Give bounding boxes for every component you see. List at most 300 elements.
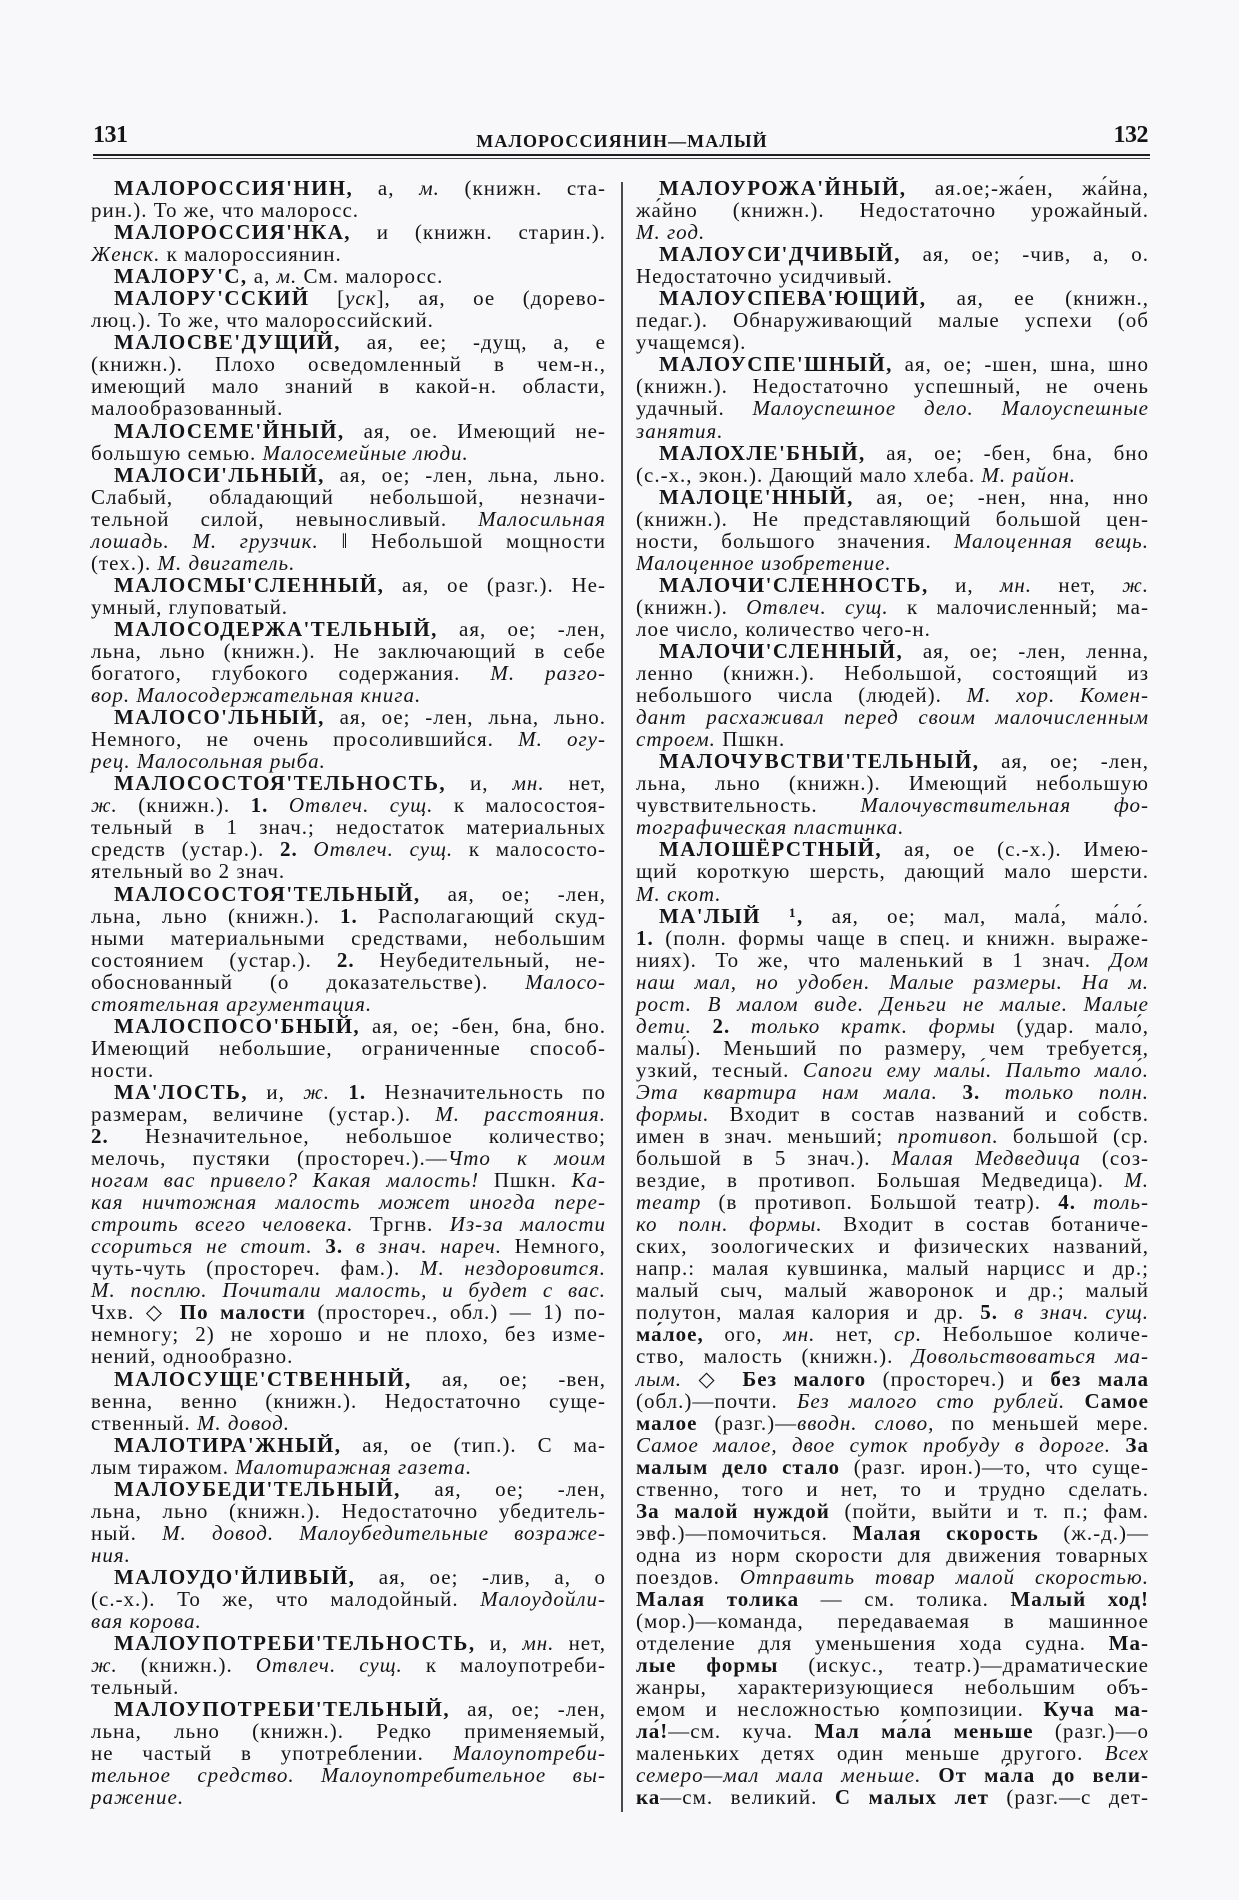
entry-line bbox=[91, 1279, 606, 1301]
entry-line bbox=[636, 221, 1149, 243]
entry-line: МАЛОРУ'ССКИЙ [уск], ая, ое (дорево- bbox=[114, 286, 606, 311]
bold-phrase: малым дело стало bbox=[636, 1454, 840, 1479]
entry-line: дети. 2. только кратк. формы (удар. мало́, bbox=[636, 1013, 1149, 1038]
entry-line: ленно (книжн.). Небольшой, состоящий из bbox=[636, 661, 1149, 686]
entry-line: большую семью. Малосемейные люди. bbox=[91, 440, 469, 465]
dictionary-entry bbox=[91, 1566, 606, 1632]
dictionary-entry bbox=[91, 1698, 606, 1808]
entry-line: МАЛОЧУВСТВИ'ТЕЛЬНЫЙ, ая, ое; -лен, bbox=[659, 749, 1149, 774]
italic-text: вая корова. bbox=[91, 1609, 202, 1634]
bold-phrase: 2. bbox=[91, 1124, 109, 1149]
italic-text: Отвлеч. сущ. bbox=[746, 594, 889, 619]
italic-text: М. год. bbox=[636, 220, 706, 245]
bold-phrase: 2. bbox=[336, 947, 355, 972]
page-number-right: 132 bbox=[1113, 122, 1148, 148]
italic-text: кая ничтожная малость может иногда пере- bbox=[91, 1190, 606, 1215]
entry-headword: МАЛОСОСТОЯ'ТЕЛЬНЫЙ, bbox=[114, 881, 421, 906]
header-rule-thick bbox=[93, 154, 1150, 156]
entry-line: строем. Пшкн. bbox=[636, 727, 786, 752]
dictionary-entry bbox=[91, 1434, 606, 1478]
italic-text: только полн. bbox=[1004, 1079, 1150, 1104]
entry-line: чувствительность. Малочувствительная фо- bbox=[636, 793, 1149, 818]
entry-line: немногу; 2) не хорошо и не плохо, без изме- bbox=[91, 1322, 606, 1347]
entry-headword: МАЛОЧИ'СЛЕННОСТЬ, bbox=[659, 572, 929, 597]
italic-text: лым. bbox=[636, 1366, 683, 1391]
entry-headword: МАЛОРОССИЯ'НКА, bbox=[114, 220, 351, 245]
entry-line: большой в 5 знач.). Малая Медведица (соз- bbox=[636, 1146, 1150, 1171]
italic-text: толь- bbox=[1093, 1190, 1149, 1215]
entry-headword: МАЛОЧИ'СЛЕННЫЙ, bbox=[659, 638, 904, 663]
entry-line: малы́). Меньший по размеру, чем требуется, bbox=[636, 1035, 1149, 1060]
entry-line: (с.-х., экон.). Дающий мало хлеба. М. район. bbox=[636, 462, 1077, 487]
entry-headword: МАЛОСИ'ЛЬНЫЙ, bbox=[114, 462, 325, 487]
entry-headword: МАЛОСМЫ'СЛЕННЫЙ, bbox=[114, 572, 385, 597]
italic-text: ражение. bbox=[91, 1785, 185, 1810]
italic-text: Малоупотреби- bbox=[452, 1741, 606, 1766]
entry-line: ссориться не стоит. 3. в знач. нареч. Немного, bbox=[91, 1234, 607, 1259]
italic-text: Малоценная вещь. bbox=[953, 528, 1149, 553]
italic-text: в знач. сущ. bbox=[1014, 1300, 1149, 1325]
entry-headword: МАЛОСОДЕРЖА'ТЕЛЬНЫЙ, bbox=[114, 616, 438, 641]
entry-line: льна, льно (книжн.). Имеющий небольшую bbox=[636, 771, 1149, 796]
entry-headword: МА'ЛОСТЬ, bbox=[114, 1079, 248, 1104]
italic-text: мн. bbox=[999, 572, 1033, 597]
italic-text: ж. bbox=[91, 1653, 118, 1678]
italic-text: ж. bbox=[1122, 572, 1149, 597]
entry-line: Немного, не очень просолившийся. М. огу- bbox=[91, 727, 606, 752]
entry-line: ма́лое, ого, мн. нет, ср. Небольшое количе- bbox=[636, 1322, 1149, 1347]
entry-line bbox=[636, 993, 1149, 1015]
entry-headword: МАЛОУДО'ЙЛИВЫЙ, bbox=[114, 1564, 356, 1589]
entry-line: ятельный во 2 знач. bbox=[91, 859, 286, 884]
italic-text: Малосильная bbox=[478, 506, 606, 531]
entry-headword: МАЛОЦЕ'ННЫЙ, bbox=[659, 484, 854, 509]
entry-line: МАЛОЧИ'СЛЕННЫЙ, ая, ое; -лен, ленна, bbox=[659, 638, 1149, 663]
entry-line: (обл.)—почти. Без малого сто рублей. Самое bbox=[636, 1388, 1149, 1413]
dictionary-entry bbox=[91, 618, 606, 706]
bold-phrase: Малая скорость bbox=[852, 1520, 1039, 1545]
entry-line: ный. М. довод. Малоубедительные возраже- bbox=[91, 1520, 606, 1545]
italic-text: М. посплю. Почитали малость, и будет с вас. bbox=[91, 1278, 606, 1303]
entry-line: ственно, того и нет, то и трудно сделать. bbox=[636, 1476, 1149, 1501]
bold-phrase: Самое bbox=[1084, 1388, 1149, 1413]
italic-text: ногам вас привело? Какая малость! bbox=[91, 1168, 480, 1193]
entry-line: небольшого числа (людей). М. хор. Комен- bbox=[636, 683, 1149, 708]
entry-line: ка—см. великий. С малых лет (разг.—с дет- bbox=[636, 1785, 1149, 1810]
entry-line: 2. Незначительное, небольшое количество; bbox=[91, 1124, 606, 1149]
entry-headword: МАЛОУПОТРЕБИ'ТЕЛЬНЫЙ, bbox=[114, 1697, 450, 1722]
italic-text: противоп. bbox=[897, 1124, 999, 1149]
bold-phrase: Малая толика bbox=[636, 1587, 800, 1611]
italic-text: дант расхаживал перед своим малочисленным bbox=[636, 705, 1149, 730]
entry-headword: МАЛОУСИ'ДЧИВЫЙ, bbox=[659, 242, 901, 267]
entry-line: Имеющий небольшие, ограниченные способ- bbox=[91, 1035, 606, 1060]
italic-text: Отправить товар малой скоростью. bbox=[739, 1564, 1149, 1589]
italic-text: м. bbox=[276, 264, 298, 289]
entry-line: обоснованный (о доказательстве). Малосо- bbox=[91, 969, 606, 994]
entry-line: МАЛОЧИ'СЛЕННОСТЬ, и, мн. нет, ж. bbox=[659, 572, 1149, 597]
bold-phrase: 3. bbox=[962, 1079, 981, 1104]
italic-text: Всех bbox=[1104, 1741, 1149, 1766]
entry-headword: МАЛОТИРА'ЖНЫЙ, bbox=[114, 1432, 342, 1457]
italic-text: Дом bbox=[1109, 947, 1149, 972]
dictionary-entry bbox=[636, 486, 1149, 574]
italic-text: М. нездоровится. bbox=[419, 1256, 607, 1281]
italic-text: м. bbox=[419, 176, 440, 200]
dictionary-entry bbox=[636, 287, 1149, 353]
entry-headword: МАЛОСУЩЕ'СТВЕННЫЙ, bbox=[114, 1366, 412, 1391]
entry-line: полутон, малая калория и др. 5. в знач. сущ. bbox=[636, 1300, 1149, 1325]
entry-headword: МАЛОРУ'С, bbox=[114, 264, 248, 289]
entry-line bbox=[91, 1764, 606, 1786]
italic-text: только кратк. формы bbox=[750, 1013, 996, 1038]
italic-text: строем. bbox=[636, 727, 716, 752]
entry-line: МАЛОСО'ЛЬНЫЙ, ая, ое; -лен, льна, льно. bbox=[114, 705, 606, 730]
italic-text: М. район. bbox=[981, 462, 1077, 487]
italic-text: Малоуспешное дело. Малоуспешные bbox=[752, 396, 1149, 421]
entry-line bbox=[636, 1081, 1149, 1103]
dictionary-entry bbox=[91, 331, 606, 419]
italic-text: Отвлеч. сущ. bbox=[255, 1653, 403, 1678]
italic-text: Отвлеч. сущ. bbox=[313, 837, 454, 862]
bold-phrase: лые формы bbox=[636, 1653, 779, 1678]
page-number-left: 131 bbox=[93, 122, 128, 148]
italic-text: семеро—мал мала меньше. bbox=[636, 1763, 922, 1788]
entry-line: лым тиражом. Малотиражная газета. bbox=[91, 1454, 473, 1479]
bold-phrase: ла́! bbox=[636, 1719, 669, 1744]
italic-text: М. хор. Комен- bbox=[966, 683, 1149, 708]
entry-line: жанры, характеризующиеся небольшим объ- bbox=[636, 1675, 1149, 1700]
entry-line: ж. (книжн.). Отвлеч. сущ. к малоупотреби- bbox=[91, 1653, 607, 1678]
italic-text: мн. bbox=[512, 771, 545, 796]
italic-text: в знач. нареч. bbox=[355, 1234, 502, 1259]
entry-line: узкий, тесный. Сапоги ему малы́. Пальто мало́. bbox=[636, 1057, 1149, 1082]
entry-headword: МАЛОШЁРСТНЫЙ, bbox=[659, 837, 883, 862]
entry-line: лым. ◇ Без малого (простореч.) и без мала bbox=[636, 1366, 1149, 1391]
entry-line: люц.). То же, что малороссийский. bbox=[91, 308, 434, 333]
entry-line: МАЛОСЕМЕ'ЙНЫЙ, ая, ое. Имеющий не- bbox=[114, 418, 606, 443]
entry-line bbox=[91, 1786, 606, 1808]
entry-headword: МАЛОСВЕ'ДУЩИЙ, bbox=[114, 330, 341, 355]
dictionary-entry bbox=[91, 1081, 606, 1368]
dictionary-entry bbox=[91, 883, 606, 1015]
entry-line: (мор.)—команда, передаваемая в машинное bbox=[636, 1609, 1149, 1634]
italic-text: М. довод. Малоубедительные возраже- bbox=[162, 1520, 606, 1545]
dictionary-entry bbox=[91, 177, 606, 221]
entry-line: (с.-х.). То же, что малодойный. Малоудойли- bbox=[91, 1587, 606, 1611]
entry-line: вездие, в противоп. Большая Медведица). М. bbox=[636, 1168, 1149, 1193]
entry-line bbox=[636, 883, 1149, 905]
italic-text: занятия. bbox=[636, 418, 724, 443]
entry-line: ными материальными средствами, небольшим bbox=[91, 925, 606, 950]
entry-headword: МАЛОСО'ЛЬНЫЙ, bbox=[114, 705, 325, 730]
entry-line: нений, однообразно. bbox=[91, 1344, 294, 1369]
entry-headword: МАЛОЧУВСТВИ'ТЕЛЬНЫЙ, bbox=[659, 749, 980, 774]
entry-line bbox=[636, 1764, 1149, 1786]
entry-line: МАЛОУБЕДИ'ТЕЛЬНЫЙ, ая, ое; -лен, bbox=[114, 1476, 606, 1501]
entry-line: строить всего человека. Тргнв. Из-за малости bbox=[91, 1212, 606, 1237]
dictionary-entry bbox=[91, 420, 606, 464]
bold-phrase: Ма- bbox=[1108, 1631, 1149, 1656]
entry-headword: МАЛОСПОСО'БНЫЙ, bbox=[114, 1013, 361, 1038]
entry-line: МАЛОУПОТРЕБИ'ТЕЛЬНЫЙ, ая, ое; -лен, bbox=[114, 1697, 606, 1722]
bold-phrase: По малости bbox=[179, 1300, 306, 1325]
entry-line: (книжн.). Не представляющий большой цен- bbox=[636, 506, 1149, 531]
entry-line: лые формы (искус., театр.)—драматические bbox=[636, 1653, 1149, 1678]
entry-line: не частый в употреблении. Малоупотреби- bbox=[91, 1741, 606, 1766]
bold-phrase: 2. bbox=[279, 837, 298, 862]
entry-headword: МАЛОРУ'ССКИЙ bbox=[114, 286, 310, 311]
entry-line: МАЛОРОССИЯ'НКА, и (книжн. старин.). bbox=[114, 220, 606, 245]
dictionary-entry bbox=[636, 442, 1149, 486]
entry-headword: МАЛОУСПЕ'ШНЫЙ, bbox=[659, 352, 893, 377]
entry-headword: МАЛОСОСТОЯ'ТЕЛЬНОСТЬ, bbox=[114, 771, 447, 796]
dictionary-entry bbox=[91, 221, 606, 265]
entry-line bbox=[636, 706, 1149, 728]
entry-line: малое (разг.)—вводн. слово, по меньшей мере. bbox=[636, 1410, 1150, 1435]
entry-headword: МАЛОУБЕДИ'ТЕЛЬНЫЙ, bbox=[114, 1476, 401, 1501]
entry-line: имен в знач. меньший; противоп. большой (ср. bbox=[636, 1124, 1150, 1149]
column-separator bbox=[621, 182, 623, 1812]
entry-line: (книжн.). Недостаточно успешный, не очень bbox=[636, 374, 1149, 399]
entry-line bbox=[91, 1544, 606, 1566]
entry-line: ности. bbox=[91, 1057, 155, 1082]
italic-text: М. огу- bbox=[518, 727, 606, 752]
italic-text: вор. Малосодержательная книга. bbox=[91, 683, 422, 708]
bold-phrase: ка bbox=[636, 1785, 661, 1810]
entry-line: Чхв. ◇ По малости (простореч., обл.) — 1) по- bbox=[91, 1300, 606, 1325]
entry-line: маленьких детях один меньше другого. Всех bbox=[636, 1741, 1149, 1766]
italic-text: мн. bbox=[783, 1322, 816, 1347]
italic-text: дети. bbox=[636, 1013, 692, 1038]
dictionary-entry bbox=[636, 750, 1149, 838]
bold-phrase: 1. bbox=[348, 1079, 367, 1104]
italic-text: рец. Малосольная рыба. bbox=[91, 749, 326, 774]
italic-text: Сапоги ему малы́. Пальто мало́. bbox=[802, 1057, 1149, 1082]
italic-text: М. двигатель. bbox=[157, 550, 296, 575]
entry-line: ственный. М. довод. bbox=[91, 1410, 290, 1435]
entry-line: МАЛОСМЫ'СЛЕННЫЙ, ая, ое (разг.). Не- bbox=[114, 572, 606, 597]
italic-text: стоятельная аргументация. bbox=[91, 991, 373, 1016]
bold-phrase: 1. bbox=[250, 793, 269, 818]
entry-line: тельный в 1 знач.; недостаток материальных bbox=[91, 815, 606, 840]
bold-phrase: 3. bbox=[325, 1234, 344, 1259]
bold-phrase: 2. bbox=[712, 1013, 731, 1038]
entry-line: ла́!—см. куча. Мал ма́ла́ меньше (разг.)—о bbox=[636, 1719, 1149, 1744]
entry-line: рин.). То же, что малоросс. bbox=[91, 198, 360, 223]
entry-line: МАЛОУРОЖА'ЙНЫЙ, ая.ое;-жа́ен, жа́йна, bbox=[659, 176, 1149, 200]
entry-line: льна, льно (книжн.). Не заключающий в себе bbox=[91, 638, 606, 663]
entry-line: МАЛОСУЩЕ'СТВЕННЫЙ, ая, ое; -вен, bbox=[114, 1366, 606, 1391]
italic-text: Малоценное изобретение. bbox=[636, 550, 892, 575]
dictionary-entry bbox=[636, 574, 1149, 640]
dictionary-entry bbox=[91, 706, 606, 772]
entry-line: Недостаточно усидчивый. bbox=[636, 264, 893, 289]
dictionary-entry bbox=[91, 265, 606, 287]
entry-line: удачный. Малоуспешное дело. Малоуспешные bbox=[636, 396, 1149, 421]
entry-headword: МАЛОУСПЕВА'ЮЩИЙ, bbox=[659, 286, 927, 311]
running-head-title: МАЛОРОССИЯНИН—МАЛЫЙ bbox=[476, 131, 768, 151]
bold-phrase: 4. bbox=[1058, 1190, 1076, 1215]
entry-line: МАЛОСОДЕРЖА'ТЕЛЬНЫЙ, ая, ое; -лен, bbox=[114, 616, 606, 641]
entry-line: (тех.). М. двигатель. bbox=[91, 550, 296, 575]
italic-text: Эта квартира нам мала. bbox=[636, 1079, 938, 1104]
entry-line: умный, глуповатый. bbox=[91, 594, 289, 619]
italic-text: ж. bbox=[303, 1079, 330, 1104]
italic-text: Из-за малости bbox=[449, 1212, 606, 1237]
entry-line: богатого, глубокого содержания. М. разго- bbox=[91, 661, 607, 686]
italic-text: М. bbox=[1124, 1168, 1149, 1193]
entry-line: МАЛОРОССИЯ'НИН, а, м. (книжн. ста- bbox=[114, 176, 606, 200]
entry-line: Малая толика — см. толика. Малый ход! bbox=[636, 1587, 1149, 1611]
entry-line: напр.: малая кувшинка, малый нарцисс и др.; bbox=[636, 1256, 1149, 1281]
italic-text: ср. bbox=[894, 1322, 923, 1347]
italic-text: Малоудойли- bbox=[480, 1587, 606, 1611]
entry-line: МАЛОУСПЕ'ШНЫЙ, ая, ое; -шен, шна, шно bbox=[659, 352, 1149, 377]
entry-line: ногам вас привело? Какая малость! Пшкн. Ка- bbox=[91, 1168, 606, 1193]
entry-line: (книжн.). Отвлеч. сущ. к малочисленный; ма- bbox=[636, 594, 1149, 619]
italic-text: М. скот. bbox=[636, 881, 722, 906]
italic-text: Женск. bbox=[91, 242, 161, 267]
italic-text: М. расстояния. bbox=[435, 1101, 606, 1126]
entry-line: чуть-чуть (простореч. фам.). М. нездоровится. bbox=[91, 1256, 607, 1281]
entry-headword: МАЛОУРОЖА'ЙНЫЙ, bbox=[659, 176, 907, 200]
entry-line: МАЛОШЁРСТНЫЙ, ая, ое (с.-х.). Имею- bbox=[659, 837, 1149, 862]
entry-headword: МАЛОУПОТРЕБИ'ТЕЛЬНОСТЬ, bbox=[114, 1631, 476, 1656]
entry-line bbox=[636, 971, 1149, 993]
italic-text: Без малого сто рублей. bbox=[797, 1388, 1066, 1413]
bold-phrase: 1. bbox=[340, 903, 358, 928]
entry-line: лое число, количество чего-н. bbox=[636, 616, 931, 641]
bold-phrase: От ма́ла до вели- bbox=[938, 1763, 1150, 1788]
entry-line bbox=[91, 1191, 606, 1213]
entry-line: малым дело стало (разг. ирон.)—то, что суще- bbox=[636, 1454, 1149, 1479]
italic-text: ссориться не стоит. bbox=[91, 1234, 313, 1259]
italic-text: Малочувствительная фо- bbox=[860, 793, 1149, 818]
bold-phrase: без мала bbox=[1050, 1366, 1149, 1391]
bold-phrase: За bbox=[1125, 1432, 1150, 1457]
italic-text: наш мал, но удобен. Малые размеры. На м. bbox=[636, 969, 1149, 994]
entry-line: одна из норм скорости для движения товарных bbox=[636, 1542, 1149, 1567]
entry-line: МАЛОРУ'С, а, м. См. малоросс. bbox=[114, 264, 444, 289]
entry-line bbox=[91, 1610, 606, 1632]
bold-phrase: 5. bbox=[980, 1300, 998, 1325]
entry-line: тельный. bbox=[91, 1675, 180, 1700]
entry-line: состоянием (устар.). 2. Неубедительный, не- bbox=[91, 947, 606, 972]
entry-line: средств (устар.). 2. Отвлеч. сущ. к малососто- bbox=[91, 837, 607, 862]
italic-text: Малая Медведица bbox=[891, 1146, 1081, 1171]
dictionary-entry bbox=[636, 905, 1149, 1809]
entry-line: Слабый, обладающий небольшой, незначи- bbox=[91, 484, 606, 509]
entry-line: МАЛОЦЕ'ННЫЙ, ая, ое; -нен, нна, нно bbox=[659, 484, 1149, 509]
italic-text: лошадь. М. грузчик. bbox=[91, 528, 319, 553]
entry-line: За малой нуждой (пойти, выйти и т. п.; фам. bbox=[636, 1498, 1149, 1523]
italic-text: вводн. слово, bbox=[797, 1410, 935, 1435]
italic-text: ния. bbox=[91, 1542, 131, 1567]
entry-line: МАЛОСОСТОЯ'ТЕЛЬНЫЙ, ая, ое; -лен, bbox=[114, 881, 606, 906]
italic-text: Малосемейные люди. bbox=[262, 440, 469, 465]
bold-phrase: С малых лет bbox=[834, 1785, 989, 1810]
entry-headword: МАЛОХЛЕ'БНЫЙ, bbox=[659, 440, 866, 465]
entry-line: льна, льно (книжн.). Редко применяемый, bbox=[91, 1719, 606, 1744]
italic-text: тографическая пластинка. bbox=[636, 815, 905, 840]
dictionary-entry bbox=[91, 287, 606, 331]
dictionary-entry bbox=[91, 772, 606, 882]
entry-line: эвф.)—помочиться. Малая скорость (ж.-д.)— bbox=[636, 1520, 1149, 1545]
dictionary-entry bbox=[636, 640, 1149, 750]
bold-phrase: Малый ход! bbox=[1010, 1587, 1149, 1611]
entry-line: МАЛОТИРА'ЖНЫЙ, ая, ое (тип.). С ма- bbox=[114, 1432, 606, 1457]
italic-text: Ка- bbox=[571, 1168, 606, 1193]
entry-line: театр (в противоп. Большой театр). 4. толь- bbox=[636, 1190, 1149, 1215]
italic-text: М. разго- bbox=[490, 661, 607, 686]
entry-line: ских, зоологических и физических названий, bbox=[636, 1234, 1149, 1259]
entry-line: размерам, величине (устар.). М. расстояния. bbox=[91, 1101, 606, 1126]
header-rule-thin bbox=[93, 158, 1150, 159]
entry-line: МА'ЛЫЙ ¹, ая, ое; мал, мала́, ма́ло́. bbox=[659, 903, 1149, 928]
entry-line: формы. Входит в состав названий и собств. bbox=[636, 1101, 1149, 1126]
entry-line: МАЛОУДО'ЙЛИВЫЙ, ая, ое; -лив, а, о bbox=[114, 1564, 606, 1589]
entry-line: малообразованный. bbox=[91, 396, 284, 421]
italic-text: формы. bbox=[636, 1101, 710, 1126]
bold-phrase: 1. bbox=[636, 925, 654, 950]
entry-line: МАЛОУПОТРЕБИ'ТЕЛЬНОСТЬ, и, мн. нет, bbox=[114, 1631, 606, 1656]
entry-line: МАЛОХЛЕ'БНЫЙ, ая, ое; -бен, бна, бно bbox=[659, 440, 1149, 465]
column-right bbox=[636, 177, 1149, 1808]
dictionary-entry bbox=[91, 1632, 606, 1698]
dictionary-entry bbox=[91, 1368, 606, 1434]
entry-line bbox=[91, 684, 606, 706]
entry-headword: МАЛОРОССИЯ'НИН, bbox=[114, 176, 354, 200]
entry-line: МАЛОУСИ'ДЧИВЫЙ, ая, ое; -чив, а, о. bbox=[659, 242, 1149, 267]
entry-line: ности, большого значения. Малоценная вещь. bbox=[636, 528, 1149, 553]
entry-line bbox=[636, 816, 1149, 838]
column-left bbox=[91, 177, 606, 1808]
dictionary-entry bbox=[636, 353, 1149, 441]
entry-line: ниях). То же, что маленький в 1 знач. Дом bbox=[636, 947, 1149, 972]
bold-phrase: Куча ма- bbox=[1043, 1697, 1149, 1722]
entry-line: тельной силой, невыносливый. Малосильная bbox=[91, 506, 606, 531]
italic-text: уск bbox=[345, 286, 377, 311]
italic-text: тельное средство. Малоупотребительное вы- bbox=[91, 1763, 606, 1788]
entry-line: льна, льно (книжн.). 1. Располагающий скуд- bbox=[91, 903, 606, 928]
entry-line: малый сыч, малый жаворонок и др.; малый bbox=[636, 1278, 1149, 1303]
entry-line: учащемся). bbox=[636, 330, 747, 355]
italic-text: Малосо- bbox=[525, 969, 606, 994]
entry-line: емом и несложностью композиции. Куча ма- bbox=[636, 1697, 1149, 1722]
entry-line: педаг.). Обнаруживающий малые успехи (об bbox=[636, 308, 1149, 333]
italic-text: Отвлеч. сущ. bbox=[288, 793, 434, 818]
entry-line: (книжн.). Плохо осведомленный в чем-н., bbox=[91, 352, 606, 377]
entry-line bbox=[636, 420, 1149, 442]
bold-phrase: Без малого bbox=[742, 1366, 867, 1391]
italic-text: Малотиражная газета. bbox=[235, 1454, 473, 1479]
entry-line: ж. (книжн.). 1. Отвлеч. сущ. к малосостоя- bbox=[91, 793, 606, 818]
entry-line: лошадь. М. грузчик. ‖ Небольшой мощности bbox=[91, 528, 607, 553]
italic-text: ко полн. формы. bbox=[636, 1212, 823, 1237]
entry-line: отделение для уменьшения хода судна. Ма- bbox=[636, 1631, 1149, 1656]
dictionary-entry bbox=[636, 838, 1149, 904]
italic-text: Что к моим bbox=[447, 1146, 606, 1171]
bold-phrase: Мал ма́ла́ меньше bbox=[814, 1719, 1034, 1744]
italic-text: Самое малое, двое суток пробуду в дороге. bbox=[636, 1432, 1112, 1457]
italic-text: рост. В малом виде. Деньги не малые. Малые bbox=[636, 991, 1149, 1016]
italic-text: мн. bbox=[522, 1631, 555, 1656]
dictionary-entry bbox=[636, 243, 1149, 287]
entry-line bbox=[636, 1434, 1149, 1456]
entry-line: мелочь, пустяки (простореч.).—Что к моим bbox=[91, 1146, 606, 1171]
entry-line: имеющий мало знаний в какой-н. области, bbox=[91, 374, 606, 399]
